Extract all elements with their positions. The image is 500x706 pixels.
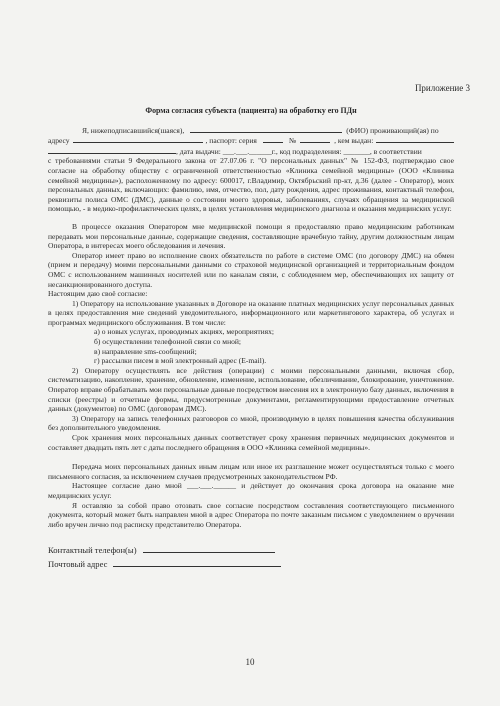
intro-date-issued: , дата выдачи: ___.___.______г., код подразделения: _______, в соответствии	[176, 146, 422, 156]
postal-line	[113, 557, 281, 567]
paragraph-1: В процессе оказания Оператором мне медицинской помощи я предоставляю право медицинским работникам передавать мои персональные данные, содержащие сведения, составляющие врачебную тайну, другим должностным лицам Оператора, в интересах моего обследования и лечения.	[48, 221, 454, 251]
postal-row	[48, 557, 454, 571]
consent-sub-b: б) осуществлении телефонной связи со мной;	[94, 337, 242, 347]
intro-address: адресу	[48, 136, 70, 146]
appendix-label: Приложение 3	[414, 83, 470, 93]
consent-sub-d: г) рассылки писем в мой электронный адрес (E-mail).	[94, 356, 267, 366]
paragraph-7: Я оставляю за собой право отозвать свое согласие посредством составления соответствующего письменного документа, который может быть направлен мной в адрес Оператора по почте заказным письмом с уведомлением о вручении либо вручен лично под расписку представителю Оператора.	[48, 500, 454, 529]
consent-sub-c: в) направление sms-сообщений;	[94, 346, 197, 356]
paragraph-5: Передача моих персональных данных иным лицам или иное их разглашение может осуществляться только с моего письменного согласия, за исключением случаев предусмотренных законодательством РФ.	[48, 462, 454, 481]
passport-series-line	[263, 135, 283, 143]
intro-passport: , паспорт: серия	[205, 136, 257, 146]
page-number: 10	[245, 657, 255, 667]
document-title: Форма согласия субъекта (пациента) на обработку его ПДн	[145, 106, 357, 115]
paragraph-2: Оператор имеет право во исполнение своих обязательств по работе в системе ОМС (по договору ДМС) на обмен (прием и передачу) моими персональными данными со страховой медицинской организацией и территориальным фондом ОМС с использованием машинных носителей или по каналам связи, с соблюдением мер, обеспечивающих их защиту от несанкционированного доступа.	[48, 250, 454, 289]
consent-item-1: 1) Оператору на использование указанных в Договоре на оказание платных медицинских услуг персональных данных в целях предоставления мне сведений уведомительного, информационного или маркетингового характера, об услугах и программах медицинского обслуживания. В том числе:	[48, 298, 454, 327]
consent-sub-a: а) о новых услугах, проводимых акциях, мероприятиях;	[94, 327, 274, 337]
issued-by-line-2	[48, 146, 176, 154]
intro-fio: (ФИО) проживающий(ая) по	[346, 125, 439, 135]
intro-body: с требованиями статьи 9 Федерального закона от 27.07.06 г. "О персональных данных" № 152-ФЗ, подтверждаю свое согласие на обработку обществу с ограниченной ответственностью «Клиника семейной медицины» (ООО «Клиника семейной медицины»), расположенному по адресу: 600017, г.Владимир, Октябрьский пр-кт, д.36 (далее - Оператор), моих персональных данных, включающих: фамилию, имя, отчество, пол, дату рождения, адрес проживания, контактный телефон, реквизиты полиса ОМС (ДМС), данные о состоянии моего здоровья, заболеваниях, случаях обращения за медицинской помощью, - в медико-профилактических целях, в целях установления медицинского диагноза и оказания медицинских услуг.	[48, 156, 454, 214]
intro-line-2	[48, 135, 454, 146]
paragraph-3: Настоящим даю своё согласие:	[48, 289, 148, 299]
paragraph-4: Срок хранения моих персональных данных соответствует сроку хранения первичных медицинских документов и составляет двадцать пять лет с даты последнего обращения в ООО «Клиника семейной медицины».	[48, 433, 454, 452]
consent-item-2: 2) Оператору осуществлять все действия (операции) с моими персональными данными, включая сбор, систематизацию, накопление, хранение, обновление, изменение, использование, обезличивание, блокирование, уничтожение. Оператор вправе обрабатывать мои персональные данные посредством внесения их в электронную базу данных, включения в списки (реестры) и отчетные формы, предусмотренные документами, регламентирующими предоставление отчетных данных (документов) по ОМС (договорам ДМС).	[48, 365, 454, 414]
postal-label: Почтовый адрес	[48, 559, 108, 570]
passport-number-line	[300, 135, 330, 143]
phone-label: Контактный телефон(ы)	[48, 545, 137, 556]
phone-row	[48, 543, 454, 557]
fio-line	[190, 125, 342, 133]
intro-line-1	[48, 125, 454, 136]
phone-line	[143, 543, 275, 553]
paragraph-6: Настоящее согласие дано мной ___.___.______ и действует до окончания срока договора на оказание мне медицинских услуг.	[48, 481, 454, 500]
consent-item-3: 3) Оператору на запись телефонных разговоров со мной, производимую в целях повышения качества обслуживания без дополнительного уведомления.	[48, 413, 454, 433]
intro-line-3	[48, 146, 454, 157]
intro-ya: Я, нижеподписавшийся(шаяся),	[82, 125, 185, 135]
contacts-block	[48, 543, 454, 571]
address-line	[73, 135, 203, 143]
intro-number: №	[288, 136, 297, 146]
intro-issued-by: , кем выдан:	[334, 136, 374, 146]
issued-by-line	[376, 135, 454, 143]
